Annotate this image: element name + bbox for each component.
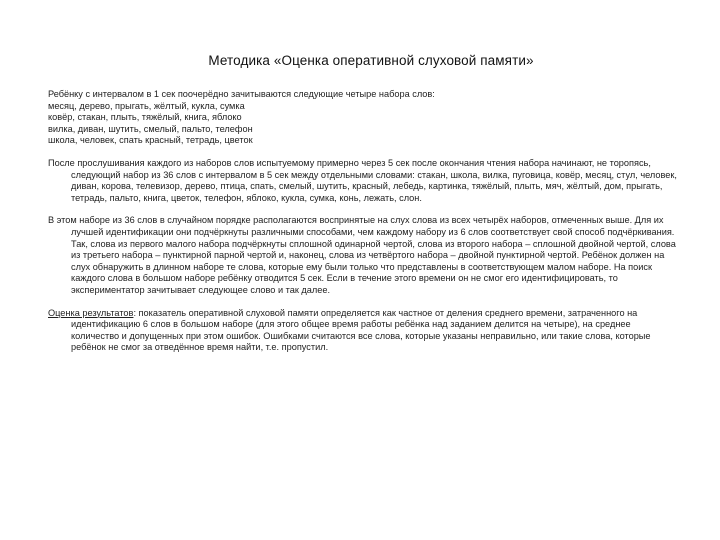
word-set-4: школа, человек, спать красный, тетрадь, цветок [48,135,253,146]
evaluation-text: : показатель оперативной слуховой памяти определяется как частное от деления среднего времени, затраченного на идентификацию 6 слов в большом наборе (для этого общее время работы ребёнка над заданием делится на четыре), на среднее количество и допущенных при этом ошибок. Ошибками считаются все слова, которые указаны неправильно, или такие слова, которые ребёнок не смог за отведённое время найти, т.е. пропустил. [71,307,651,353]
paragraph-procedure: После прослушивания каждого из наборов слов испытуемому примерно через 5 сек после окончания чтения набора начинают, не торопясь, следующий набор из 36 слов с интервалом в 5 сек между отдельными словами: стакан, школа, вилка, пуговица, ковёр, месяц, стул, человек, диван, корова, телевизор, дерево, птица, спать, смелый, шутить, красный, лебедь, картинка, тяжёлый, плыть, мяч, жёлтый, дом, прыгать, тетрадь, пальто, книга, цветок, телефон, яблоко, кукла, сумка, конь, лежать, слон. [48,157,677,203]
word-set-3: вилка, диван, шутить, смелый, пальто, телефон [48,123,253,134]
word-set-2: ковёр, стакан, плыть, тяжёлый, книга, яблоко [48,112,242,123]
word-set-1: месяц, дерево, прыгать, жёлтый, кукла, сумка [48,100,245,111]
evaluation-label: Оценка результатов [48,307,134,318]
paragraph-identification: В этом наборе из 36 слов в случайном порядке располагаются воспринятые на слух слова из всех четырёх наборов, отмеченных выше. Для их лучшей идентификации они подчёркнуты различными способами, чем каждому набору из 6 слов соответствует свой способ подчёркивания. Так, слова из первого малого набора подчёркнуты сплошной одинарной чертой, слова из второго набора – сплошной двойной чертой, слова из третьего набора – пунктирной парной чертой и, наконец, слова из четвёртого набора – двойной пунктирной чертой. Ребёнок должен на слух обнаружить в длинном наборе те слова, которые ему были только что представлены в соответствующем малом наборе. На поиск каждого слова в большом наборе ребёнку отводится 5 сек. Если в течение этого времени он не смог его идентифицировать, то экспериментатор зачитывает следующее слово и так далее. [48,215,676,295]
page-title: Методика «Оценка оперативной слуховой памяти» [208,53,534,68]
intro-block [48,89,680,147]
intro-lead: Ребёнку с интервалом в 1 сек поочерёдно зачитываются следующие четыре набора слов: [48,89,435,99]
paragraph-evaluation [48,308,680,354]
